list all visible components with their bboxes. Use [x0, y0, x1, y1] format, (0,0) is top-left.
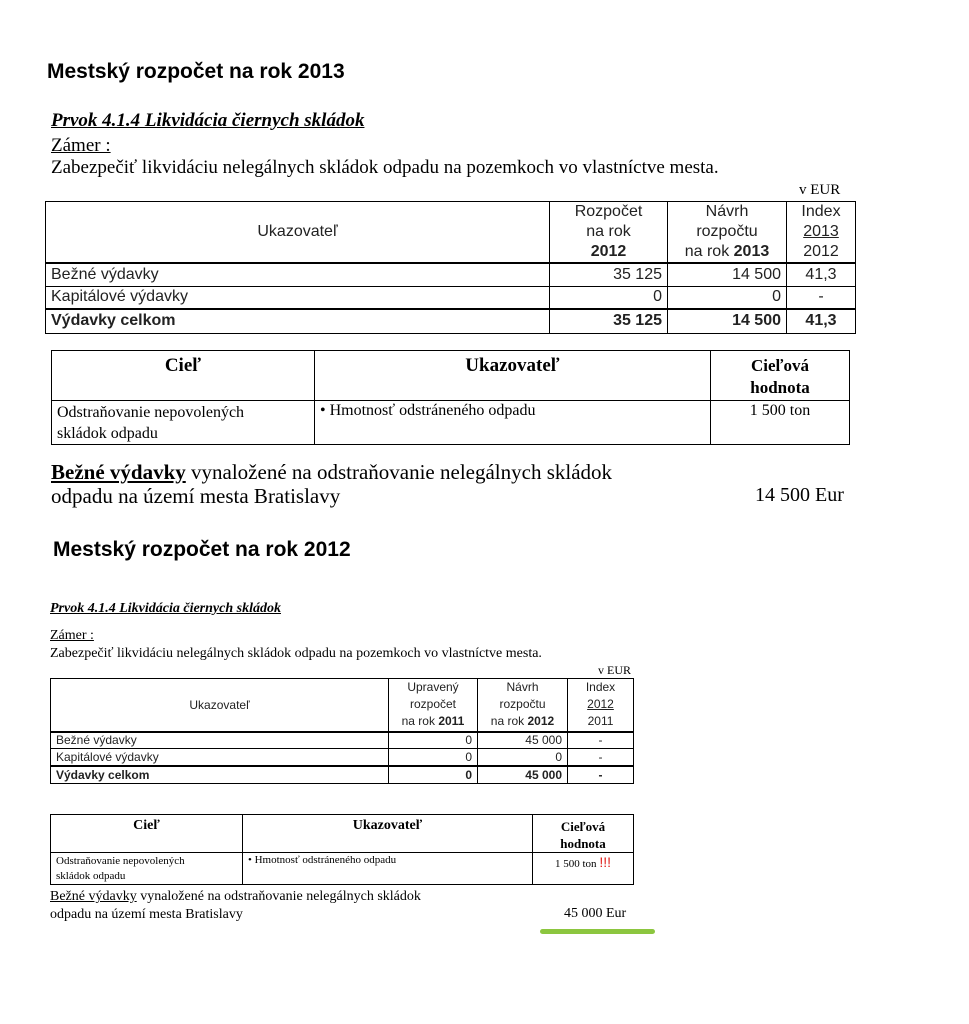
goal-cell: Odstraňovanie nepovolených skládok odpadu: [51, 853, 243, 885]
expense-label: Bežné výdavky: [50, 889, 137, 904]
header-navrh-2012: Návrh rozpočtu na rok 2012: [478, 679, 568, 732]
zamer-label-2012: Zámer :: [50, 628, 94, 643]
header-ukazovatel: Ukazovateľ: [243, 815, 533, 853]
table-header-row: [46, 202, 856, 264]
goal-header-row: [52, 351, 850, 401]
goal-table-2012: [50, 814, 634, 885]
header-upraveny-rozpocet-2011: Upravený rozpočet na rok 2011: [389, 679, 478, 732]
currency-label-2013: v EUR: [799, 182, 841, 198]
currency-label-2012: v EUR: [598, 663, 631, 677]
expense-label: Bežné výdavky: [51, 460, 186, 484]
header-ciel: Cieľ: [52, 351, 315, 401]
table-total-row: Výdavky celkom 0 45 000 -: [51, 766, 634, 784]
header-ciel: Cieľ: [51, 815, 243, 853]
table-row: Kapitálové výdavky 0 0 -: [46, 286, 856, 309]
budget-table-2012: [50, 678, 634, 784]
expense-amount-2013: 14 500 Eur: [755, 484, 844, 506]
zamer-label-2013: Zámer :: [51, 135, 111, 156]
header-cielova-hodnota: Cieľová hodnota: [533, 815, 634, 853]
header-ukazovatel: Ukazovateľ: [315, 351, 711, 401]
goal-table-2013: [51, 350, 850, 445]
header-rozpocet-2012: Rozpočet na rok 2012: [550, 202, 668, 264]
indicator-cell: • Hmotnosť odstráneného odpadu: [243, 853, 533, 885]
table-header-row: [51, 679, 634, 732]
alert-marker: !!!: [599, 854, 611, 870]
expense-text-2013: Bežné výdavky vynaložené na odstraňovanie nelegálnych skládok odpadu na území mesta Bratislavy: [51, 460, 613, 508]
goal-row: [51, 853, 634, 885]
header-ukazovatel: Ukazovateľ: [51, 679, 389, 732]
zamer-text-2012: Zabezpečiť likvidáciu nelegálnych skládok odpadu na pozemkoch vo vlastníctve mesta.: [50, 646, 542, 661]
goal-header-row: [51, 815, 634, 853]
zamer-text-2013: Zabezpečiť likvidáciu nelegálnych skládok odpadu na pozemkoch vo vlastníctve mesta.: [51, 157, 719, 178]
expense-amount-2012: 45 000 Eur: [564, 906, 627, 921]
prvok-title-2013: Prvok 4.1.4 Likvidácia čiernych skládok: [51, 110, 365, 131]
table-row: Bežné výdavky 0 45 000 -: [51, 732, 634, 749]
target-value-cell: 1 500 ton: [711, 401, 850, 445]
prvok-title-2012: Prvok 4.1.4 Likvidácia čiernych skládok: [50, 601, 281, 616]
heading-2013: Mestský rozpočet na rok 2013: [47, 60, 345, 83]
table-row: Bežné výdavky 35 125 14 500 41,3: [46, 263, 856, 286]
header-navrh-2013: Návrh rozpočtu na rok 2013: [668, 202, 787, 264]
target-value-cell: 1 500 ton !!!: [533, 853, 634, 885]
heading-2012: Mestský rozpočet na rok 2012: [53, 538, 351, 561]
expense-text-2012: Bežné výdavky vynaložené na odstraňovanie nelegálnych skládok odpadu na území mesta Bratislavy: [50, 889, 421, 922]
goal-row: [52, 401, 850, 445]
highlight-underline: [540, 929, 655, 934]
header-index: Index 2013 2012: [787, 202, 856, 264]
budget-table-2013: [45, 201, 856, 334]
header-index: Index 2012 2011: [568, 679, 634, 732]
goal-cell: Odstraňovanie nepovolených skládok odpadu: [52, 401, 315, 445]
header-cielova-hodnota: Cieľová hodnota: [711, 351, 850, 401]
header-ukazovatel: Ukazovateľ: [46, 202, 550, 264]
table-row: Kapitálové výdavky 0 0 -: [51, 749, 634, 766]
indicator-cell: • Hmotnosť odstráneného odpadu: [315, 401, 711, 445]
table-total-row: Výdavky celkom 35 125 14 500 41,3: [46, 309, 856, 333]
